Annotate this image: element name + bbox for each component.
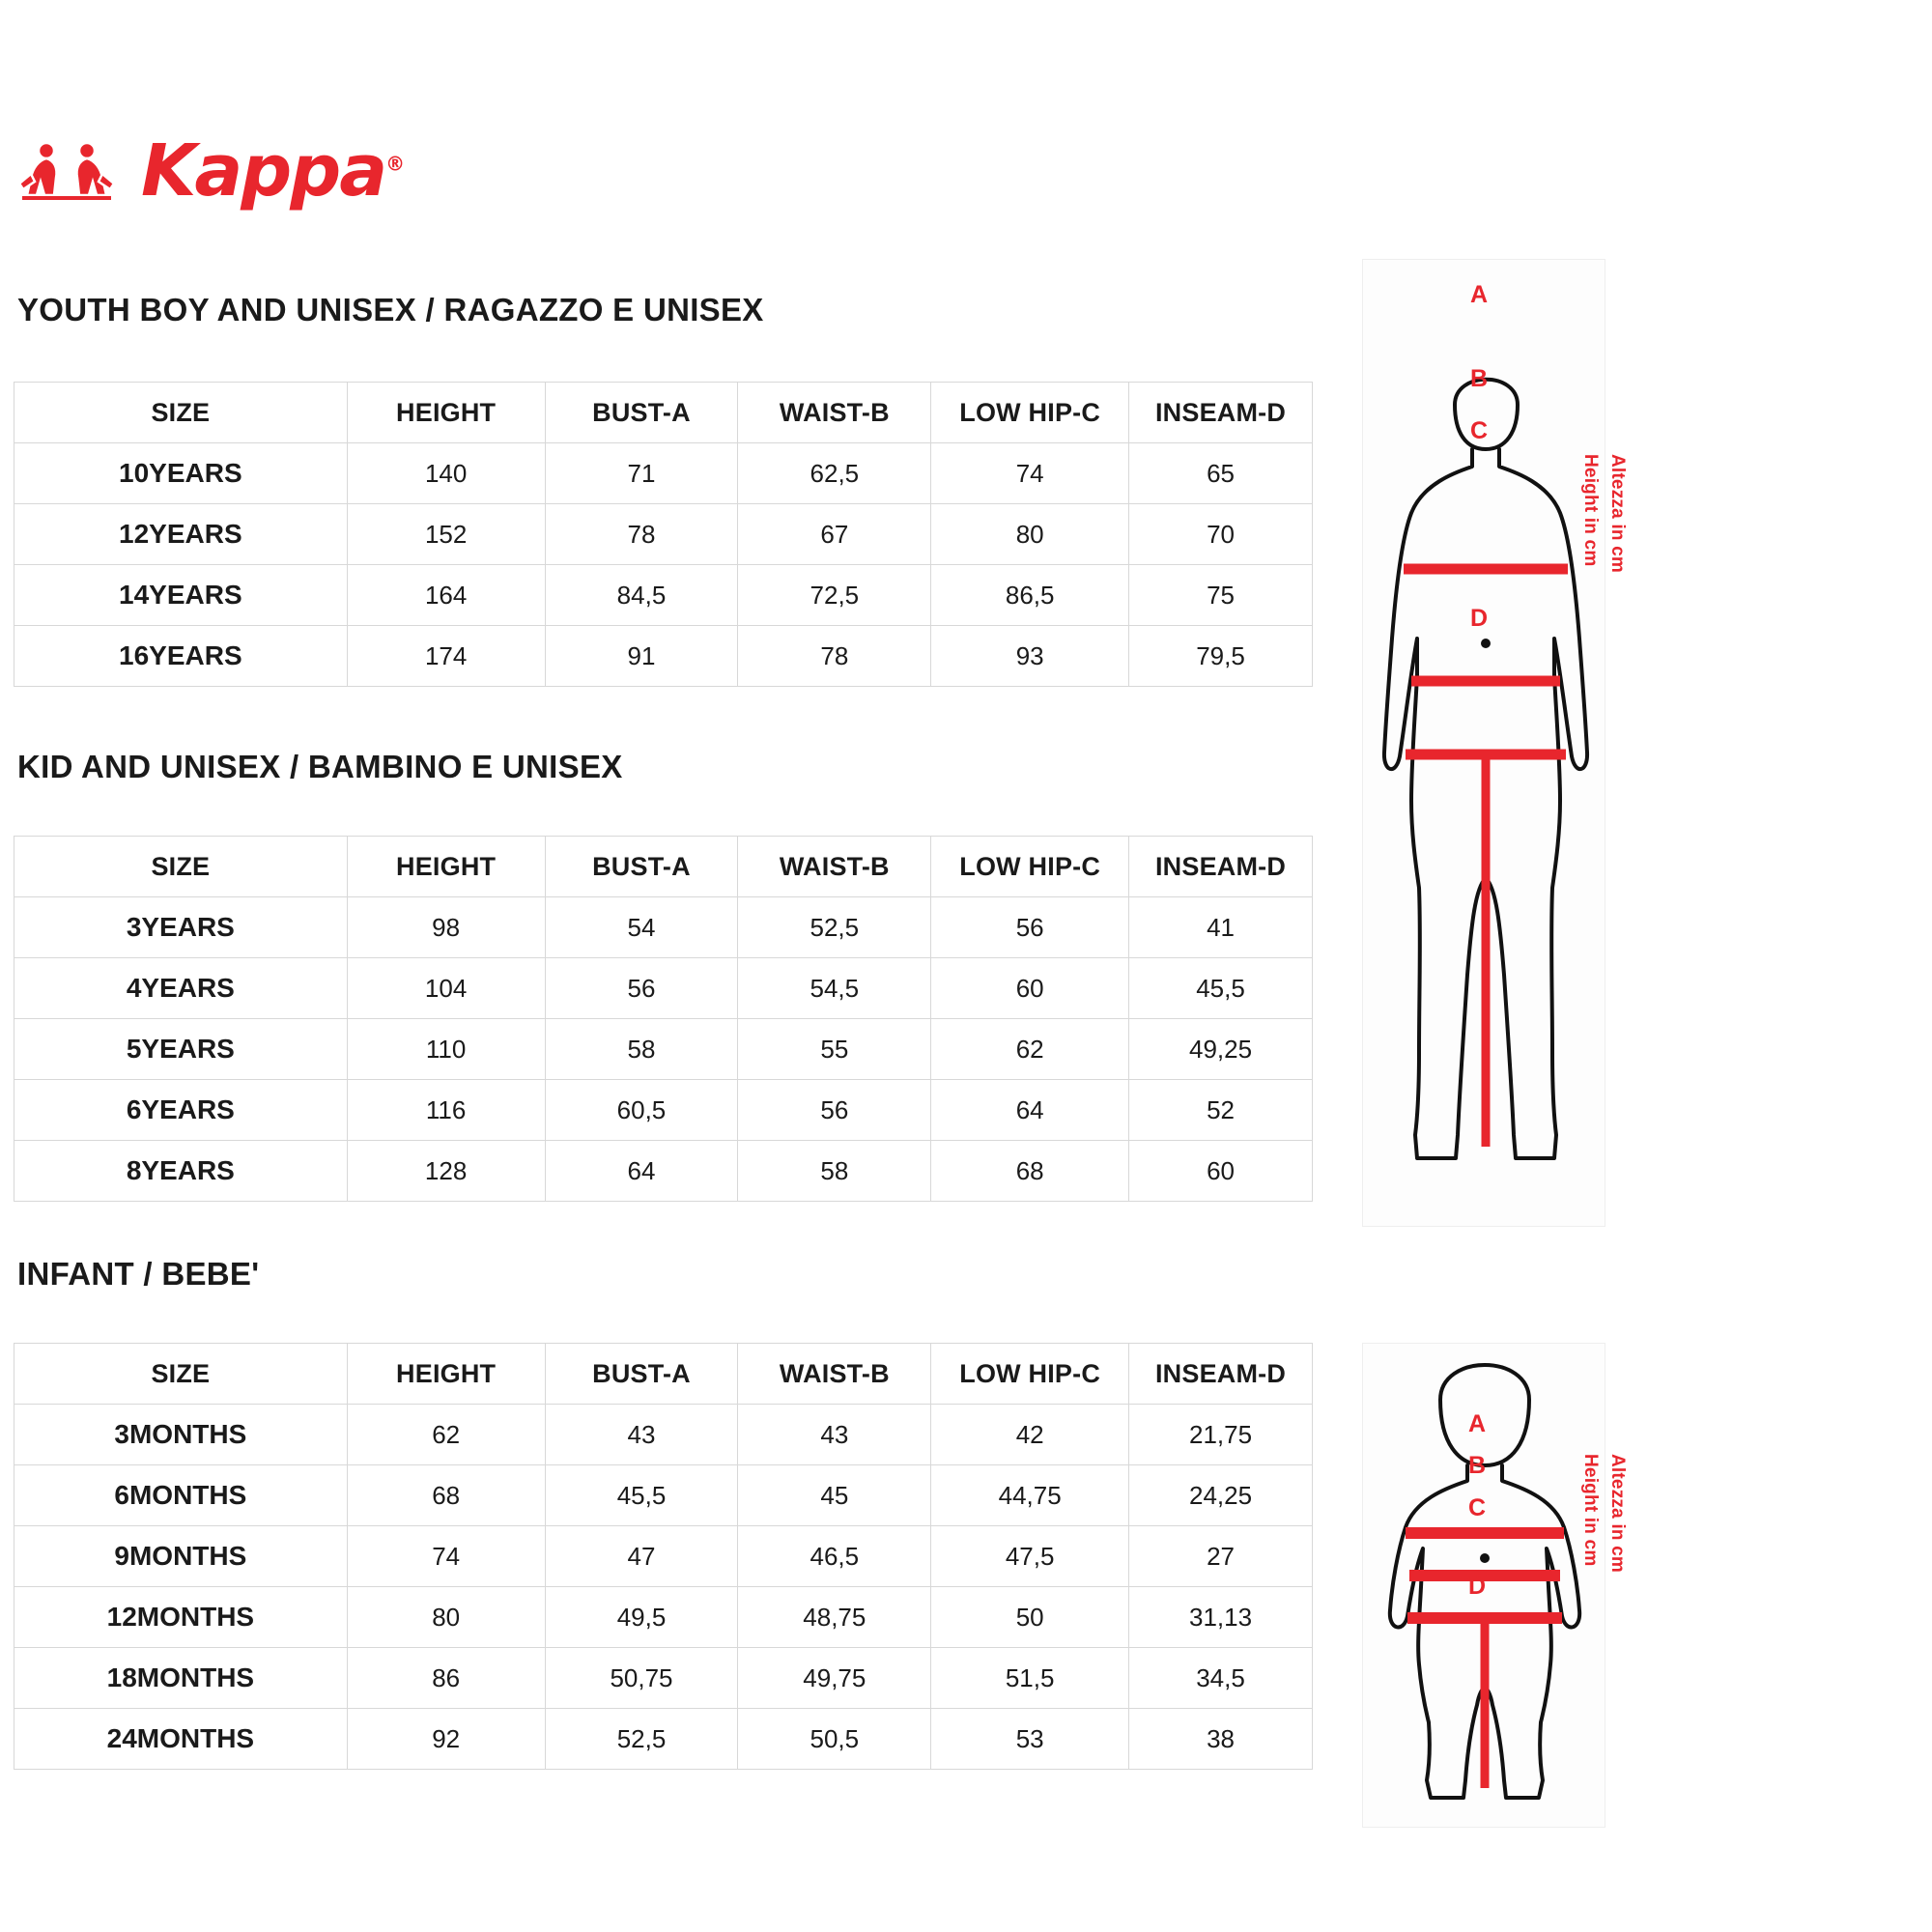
- cell-bust: 56: [545, 958, 738, 1019]
- table-row: [14, 958, 1313, 1019]
- column-header-height: HEIGHT: [347, 383, 545, 443]
- cell-low-hip: 62: [931, 1019, 1129, 1080]
- table-header-row: [14, 837, 1313, 897]
- cell-inseam: 60: [1129, 1141, 1313, 1202]
- column-header-height: HEIGHT: [347, 837, 545, 897]
- cell-height: 152: [347, 504, 545, 565]
- cell-size: 6MONTHS: [14, 1465, 348, 1526]
- column-header-waist: WAIST-B: [738, 383, 931, 443]
- cell-inseam: 34,5: [1129, 1648, 1313, 1709]
- column-header-inseam: INSEAM-D: [1129, 1344, 1313, 1405]
- cell-inseam: 79,5: [1129, 626, 1313, 687]
- cell-height: 164: [347, 565, 545, 626]
- table-row: [14, 897, 1313, 958]
- column-header-height: HEIGHT: [347, 1344, 545, 1405]
- infant-point-b-label: B: [1468, 1452, 1487, 1479]
- cell-height: 128: [347, 1141, 545, 1202]
- cell-low-hip: 47,5: [931, 1526, 1129, 1587]
- youth-height-label-it: Altezza in cm: [1607, 454, 1628, 573]
- cell-inseam: 75: [1129, 565, 1313, 626]
- cell-inseam: 38: [1129, 1709, 1313, 1770]
- cell-waist: 54,5: [738, 958, 931, 1019]
- cell-waist: 43: [738, 1405, 931, 1465]
- size-table-youth: [14, 382, 1313, 687]
- cell-bust: 84,5: [545, 565, 738, 626]
- cell-low-hip: 80: [931, 504, 1129, 565]
- cell-size: 3MONTHS: [14, 1405, 348, 1465]
- cell-inseam: 21,75: [1129, 1405, 1313, 1465]
- size-table-infant: [14, 1343, 1313, 1770]
- cell-inseam: 52: [1129, 1080, 1313, 1141]
- cell-waist: 55: [738, 1019, 931, 1080]
- cell-height: 92: [347, 1709, 545, 1770]
- table-row: [14, 1648, 1313, 1709]
- table-row: [14, 1080, 1313, 1141]
- cell-bust: 71: [545, 443, 738, 504]
- cell-inseam: 27: [1129, 1526, 1313, 1587]
- cell-size: 24MONTHS: [14, 1709, 348, 1770]
- cell-low-hip: 64: [931, 1080, 1129, 1141]
- cell-inseam: 70: [1129, 504, 1313, 565]
- table-row: [14, 504, 1313, 565]
- cell-waist: 48,75: [738, 1587, 931, 1648]
- cell-bust: 54: [545, 897, 738, 958]
- cell-height: 68: [347, 1465, 545, 1526]
- cell-bust: 78: [545, 504, 738, 565]
- cell-size: 12MONTHS: [14, 1587, 348, 1648]
- cell-low-hip: 51,5: [931, 1648, 1129, 1709]
- cell-size: 6YEARS: [14, 1080, 348, 1141]
- cell-height: 110: [347, 1019, 545, 1080]
- column-header-size: SIZE: [14, 383, 348, 443]
- column-header-waist: WAIST-B: [738, 1344, 931, 1405]
- section-title-infant: INFANT / BEBE': [17, 1256, 260, 1292]
- cell-low-hip: 50: [931, 1587, 1129, 1648]
- cell-bust: 47: [545, 1526, 738, 1587]
- cell-size: 18MONTHS: [14, 1648, 348, 1709]
- table-row: [14, 1465, 1313, 1526]
- size-table-kid: [14, 836, 1313, 1202]
- kappa-emblem-icon: [17, 137, 131, 205]
- youth-height-label-en: Height in cm: [1580, 454, 1601, 567]
- cell-inseam: 45,5: [1129, 958, 1313, 1019]
- table-row: [14, 1019, 1313, 1080]
- cell-waist: 46,5: [738, 1526, 931, 1587]
- section-title-youth: YOUTH BOY AND UNISEX / RAGAZZO E UNISEX: [17, 292, 764, 327]
- column-header-inseam: INSEAM-D: [1129, 383, 1313, 443]
- table-header-row: [14, 1344, 1313, 1405]
- table-row: [14, 565, 1313, 626]
- cell-inseam: 24,25: [1129, 1465, 1313, 1526]
- cell-size: 14YEARS: [14, 565, 348, 626]
- cell-low-hip: 74: [931, 443, 1129, 504]
- cell-low-hip: 68: [931, 1141, 1129, 1202]
- cell-waist: 67: [738, 504, 931, 565]
- brand-wordmark: [141, 129, 404, 213]
- cell-size: 10YEARS: [14, 443, 348, 504]
- cell-height: 140: [347, 443, 545, 504]
- column-header-size: SIZE: [14, 837, 348, 897]
- brand-name: Kappa: [141, 129, 386, 213]
- cell-height: 74: [347, 1526, 545, 1587]
- cell-bust: 60,5: [545, 1080, 738, 1141]
- column-header-size: SIZE: [14, 1344, 348, 1405]
- youth-point-c-label: C: [1470, 417, 1489, 444]
- cell-waist: 50,5: [738, 1709, 931, 1770]
- infant-point-a-label: A: [1468, 1410, 1487, 1437]
- cell-waist: 49,75: [738, 1648, 931, 1709]
- cell-bust: 43: [545, 1405, 738, 1465]
- youth-point-d-label: D: [1470, 605, 1489, 632]
- table-row: [14, 626, 1313, 687]
- youth-measurement-figure: [1362, 259, 1605, 1227]
- cell-waist: 62,5: [738, 443, 931, 504]
- cell-low-hip: 93: [931, 626, 1129, 687]
- cell-height: 104: [347, 958, 545, 1019]
- cell-size: 16YEARS: [14, 626, 348, 687]
- cell-bust: 91: [545, 626, 738, 687]
- cell-height: 86: [347, 1648, 545, 1709]
- cell-height: 174: [347, 626, 545, 687]
- column-header-low-hip: LOW HIP-C: [931, 1344, 1129, 1405]
- column-header-low-hip: LOW HIP-C: [931, 837, 1129, 897]
- table-row: [14, 1587, 1313, 1648]
- cell-low-hip: 53: [931, 1709, 1129, 1770]
- cell-size: 9MONTHS: [14, 1526, 348, 1587]
- cell-waist: 52,5: [738, 897, 931, 958]
- infant-height-label-en: Height in cm: [1580, 1454, 1601, 1567]
- cell-inseam: 65: [1129, 443, 1313, 504]
- cell-bust: 58: [545, 1019, 738, 1080]
- infant-point-d-label: D: [1468, 1573, 1487, 1600]
- column-header-low-hip: LOW HIP-C: [931, 383, 1129, 443]
- table-header-row: [14, 383, 1313, 443]
- cell-height: 98: [347, 897, 545, 958]
- cell-low-hip: 56: [931, 897, 1129, 958]
- cell-size: 12YEARS: [14, 504, 348, 565]
- cell-size: 4YEARS: [14, 958, 348, 1019]
- cell-bust: 45,5: [545, 1465, 738, 1526]
- cell-size: 5YEARS: [14, 1019, 348, 1080]
- cell-inseam: 31,13: [1129, 1587, 1313, 1648]
- cell-bust: 52,5: [545, 1709, 738, 1770]
- cell-waist: 72,5: [738, 565, 931, 626]
- column-header-waist: WAIST-B: [738, 837, 931, 897]
- column-header-inseam: INSEAM-D: [1129, 837, 1313, 897]
- brand-logo: [17, 129, 404, 213]
- cell-bust: 50,75: [545, 1648, 738, 1709]
- table-row: [14, 1526, 1313, 1587]
- infant-point-c-label: C: [1468, 1494, 1487, 1521]
- cell-size: 3YEARS: [14, 897, 348, 958]
- column-header-bust: BUST-A: [545, 837, 738, 897]
- registered-mark: ®: [385, 152, 404, 176]
- cell-waist: 56: [738, 1080, 931, 1141]
- cell-inseam: 41: [1129, 897, 1313, 958]
- youth-point-a-label: A: [1470, 281, 1489, 308]
- table-row: [14, 1405, 1313, 1465]
- column-header-bust: BUST-A: [545, 1344, 738, 1405]
- cell-height: 116: [347, 1080, 545, 1141]
- table-row: [14, 1709, 1313, 1770]
- youth-point-b-label: B: [1470, 365, 1489, 392]
- table-row: [14, 443, 1313, 504]
- cell-bust: 49,5: [545, 1587, 738, 1648]
- cell-bust: 64: [545, 1141, 738, 1202]
- infant-height-label-it: Altezza in cm: [1607, 1454, 1628, 1573]
- cell-low-hip: 42: [931, 1405, 1129, 1465]
- cell-height: 80: [347, 1587, 545, 1648]
- section-title-kid: KID AND UNISEX / BAMBINO E UNISEX: [17, 749, 623, 784]
- table-row: [14, 1141, 1313, 1202]
- cell-inseam: 49,25: [1129, 1019, 1313, 1080]
- cell-size: 8YEARS: [14, 1141, 348, 1202]
- cell-low-hip: 60: [931, 958, 1129, 1019]
- column-header-bust: BUST-A: [545, 383, 738, 443]
- cell-waist: 58: [738, 1141, 931, 1202]
- cell-waist: 45: [738, 1465, 931, 1526]
- cell-waist: 78: [738, 626, 931, 687]
- cell-low-hip: 86,5: [931, 565, 1129, 626]
- cell-height: 62: [347, 1405, 545, 1465]
- cell-low-hip: 44,75: [931, 1465, 1129, 1526]
